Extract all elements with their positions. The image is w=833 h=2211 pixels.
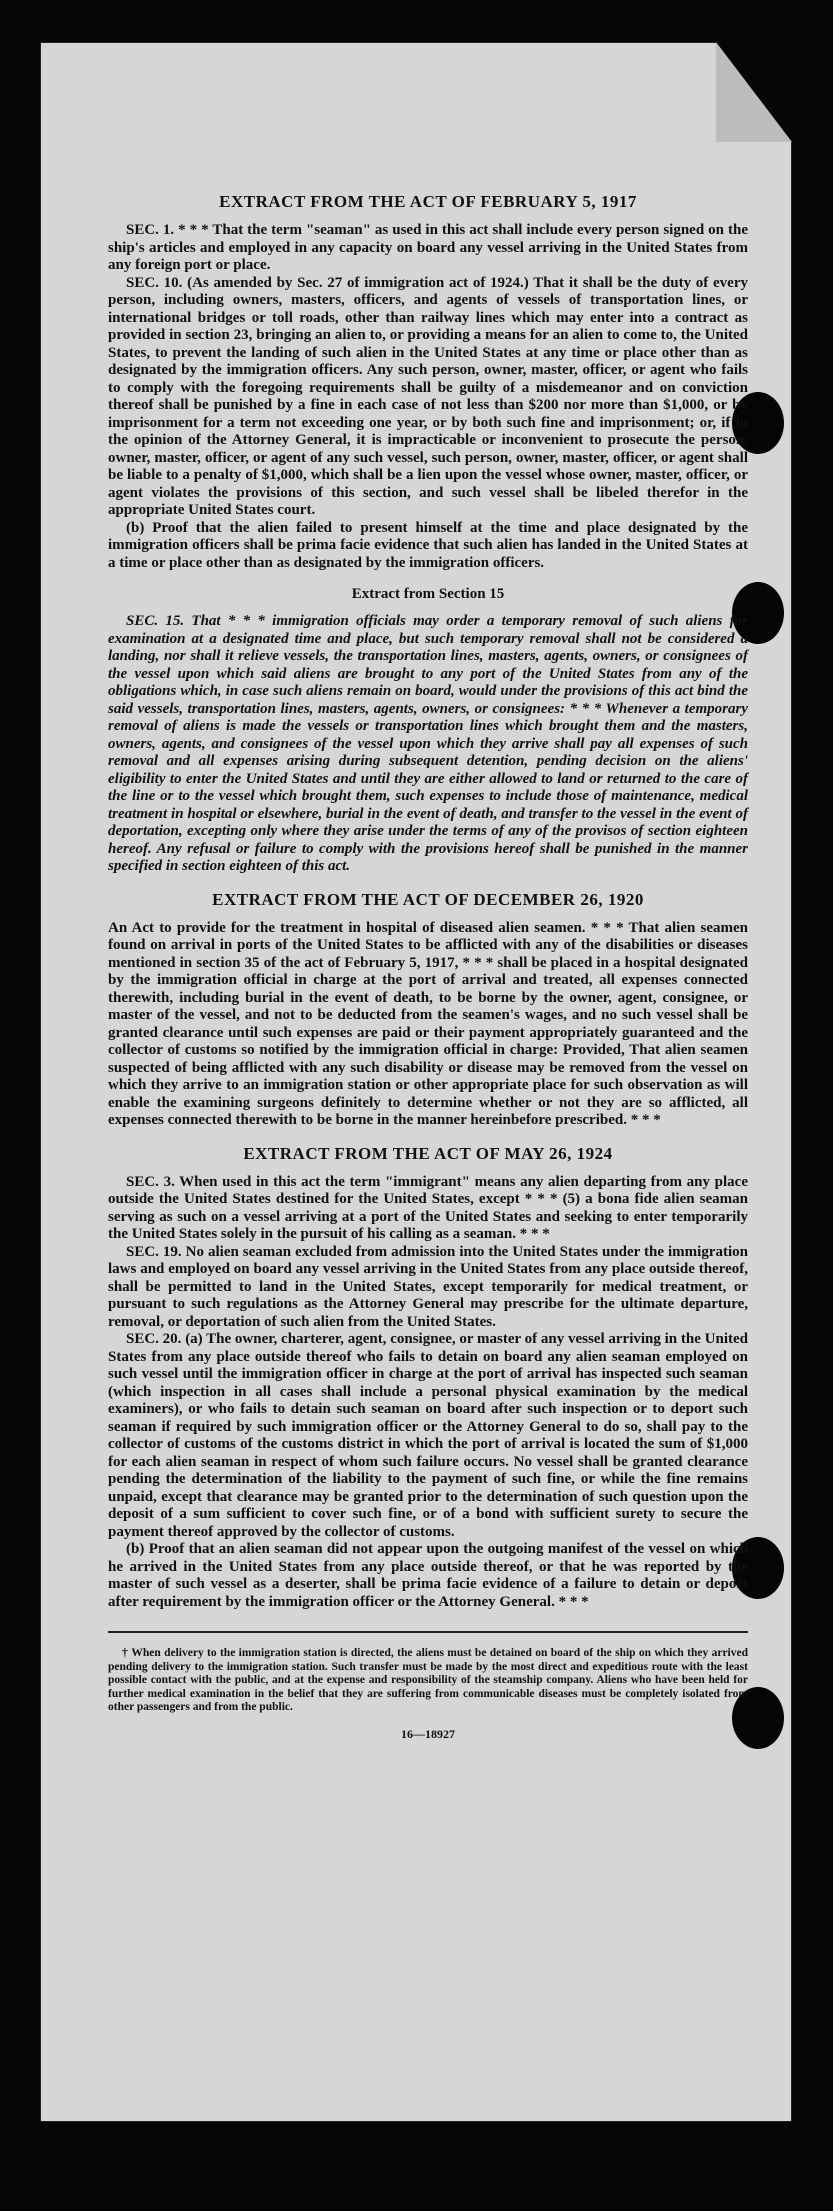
folded-corner — [716, 42, 792, 142]
paragraph: SEC. 1. * * * That the term "seaman" as used in this act shall include every person signed on the ship's articles and employed in any capacity on board any vessel arriving in the United States from any foreign port or place. — [108, 222, 748, 273]
section-heading-1924: EXTRACT FROM THE ACT OF MAY 26, 1924 — [243, 1143, 613, 1163]
section-heading-section15: Extract from Section 15 — [351, 586, 505, 602]
paragraph: (b) Proof that the alien failed to present himself at the time and place designated by the immigration officers shall be prima facie evidence that such alien has landed in the United States at a time or place other than as designated by the immigration officers. — [108, 519, 748, 571]
document-body — [108, 192, 748, 1742]
paragraph: SEC. 10. (As amended by Sec. 27 of immigration act of 1924.) That it shall be the duty of every person, including owners, masters, officers, and agents of vessels of transportation lines, or international bridges or toll roads, other than railway lines which may enter into a contract as provided in section 23, bringing an alien to, or providing a means for an alien to come to, the United States, to prevent the landing of such alien in the United States at any time or place other than as designated by the immigration officers. Any such person, owner, master, officer, or agent who fails to comply with the foregoing requirements shall be guilty of a misdemeanor and on conviction thereof shall be punished by a fine in each case of not less than $200 nor more than $1,000, or by imprisonment for a term not exceeding one year, or by both such fine and imprisonment; or, if in the opinion of the Attorney General, it is impracticable or inconvenient to prosecute the person, owner, master, officer, or agent of any such vessel, such person, owner, master, officer, or agent shall be liable to a penalty of $1,000, which shall be a lien upon the vessel whose owner, master, officer, or agent violates the provisions of this section, and such vessel shall be libeled therefor in the appropriate United States court. — [108, 274, 748, 518]
paragraph: SEC. 19. No alien seaman excluded from admission into the United States under the immigration laws and employed on board any vessel arriving in the United States from any place outside thereof, shall be permitted to land in the United States, except temporarily for medical treatment, or pursuant to such regulations as the Attorney General may prescribe for the ultimate departure, removal, or deportation of such alien from the United States. — [108, 1243, 748, 1330]
section-heading-1920: EXTRACT FROM THE ACT OF DECEMBER 26, 1920 — [212, 889, 644, 909]
footnote: † When delivery to the immigration station is directed, the aliens must be detained on board of the ship on which they arrived pending delivery to the immigration station. Such transfer must be made by the most direct and expeditious route with the least possible contact with the public, and at the expense and responsibility of the steamship company. Aliens who have been held for further medical examination in the belief that they are suffering from communicable diseases must be completely isolated from other passengers and from the public. — [108, 1647, 748, 1713]
paragraph: SEC. 20. (a) The owner, charterer, agent, consignee, or master of any vessel arriving in the United States from any place outside thereof who fails to detain on board any alien seaman employed on such vessel until the immigration officer in charge at the port of arrival has inspected such seaman (which inspection in all cases shall include a personal physical examination by the medical examiners), or who fails to detain such seaman on board after such inspection or to deport such seaman if required by such immigration officer or the Attorney General to do so, shall pay to the collector of customs of the customs district in which the port of arrival is located the sum of $1,000 for each alien seaman in respect of whom such failure occurs. No vessel shall be granted clearance pending the determination of the liability to the payment of such fine, or while the fine remains unpaid, except that clearance may be granted prior to the determination of such question upon the deposit of a sum sufficient to cover such fine, or of a bond with sufficient surety to secure the payment thereof approved by the collector of customs. — [108, 1331, 748, 1540]
section-heading-1917: EXTRACT FROM THE ACT OF FEBRUARY 5, 1917 — [219, 192, 637, 211]
paragraph: (b) Proof that an alien seaman did not appear upon the outgoing manifest of the vessel on which he arrived in the United States from any place outside thereof, or that he was reported by the master of such vessel as a deserter, shall be prima facie evidence of a failure to detain or deport after requirement by the immigration officer or the Attorney General. * * * — [108, 1541, 748, 1610]
paragraph: SEC. 3. When used in this act the term "immigrant" means any alien departing from any place outside the United States destined for the United States, except * * * (5) a bona fide alien seaman serving as such on a vessel arriving at a port of the United States and seeking to enter temporarily the United States solely in the pursuit of his calling as a seaman. * * * — [108, 1173, 748, 1242]
divider — [108, 1631, 748, 1633]
form-number: 16—18927 — [401, 1726, 455, 1741]
paragraph: An Act to provide for the treatment in hospital of diseased alien seamen. * * * That alien seamen found on arrival in ports of the United States to be afflicted with any of the disabilities or diseases mentioned in section 35 of the act of February 5, 1917, * * * shall be placed in a hospital designated by the immigration official in charge at the port of arrival and treated, all expenses connected therewith, including burial in the event of death, to be borne by the owner, agent, consignee, or master of the vessel, and not to be deducted from the seamen's wages, and no such vessel shall be granted clearance until such expenses are paid or their payment appropriately guaranteed and the collector of customs so notified by the immigration official in charge: Provided, That alien seamen suspected of being afflicted with any such disability or disease may be removed from the vessel on which they arrive to an immigration station or other appropriate place for such observation as will enable the examining surgeons definitely to determine whether or not they are so afflicted, all expenses connected therewith to be borne in the manner hereinbefore prescribed. * * * — [108, 919, 748, 1128]
paragraph: SEC. 15. That * * * immigration officials may order a temporary removal of such aliens for examination at a designated time and place, but such temporary removal shall not be considered a landing, nor shall it relieve vessels, the transportation lines, masters, agents, owners, or consignees of the vessel upon which said aliens are brought to any port of the United States from any of the obligations which, in case such aliens remain on board, would under the provisions of this act bind the said vessels, transportation lines, masters, agents, owners, or consignees: * * * Whenever a temporary removal of aliens is made the vessels or transportation lines which brought them and the masters, owners, agents, and consignees of the vessel upon which they arrive shall pay all expenses of such removal and all expenses arising during subsequent detention, pending decision on the aliens' eligibility to enter the United States and until they are either allowed to land or returned to the care of the line or to the vessel which brought them, such expenses to include those of maintenance, medical treatment in hospital or elsewhere, burial in the event of death, and transfer to the vessel in the event of deportation, excepting only where they arise under the terms of any of the provisos of section eighteen hereof. Any refusal or failure to comply with the provisions hereof shall be punished in the manner specified in section eighteen of this act. — [108, 613, 748, 874]
document-page — [40, 42, 792, 2122]
